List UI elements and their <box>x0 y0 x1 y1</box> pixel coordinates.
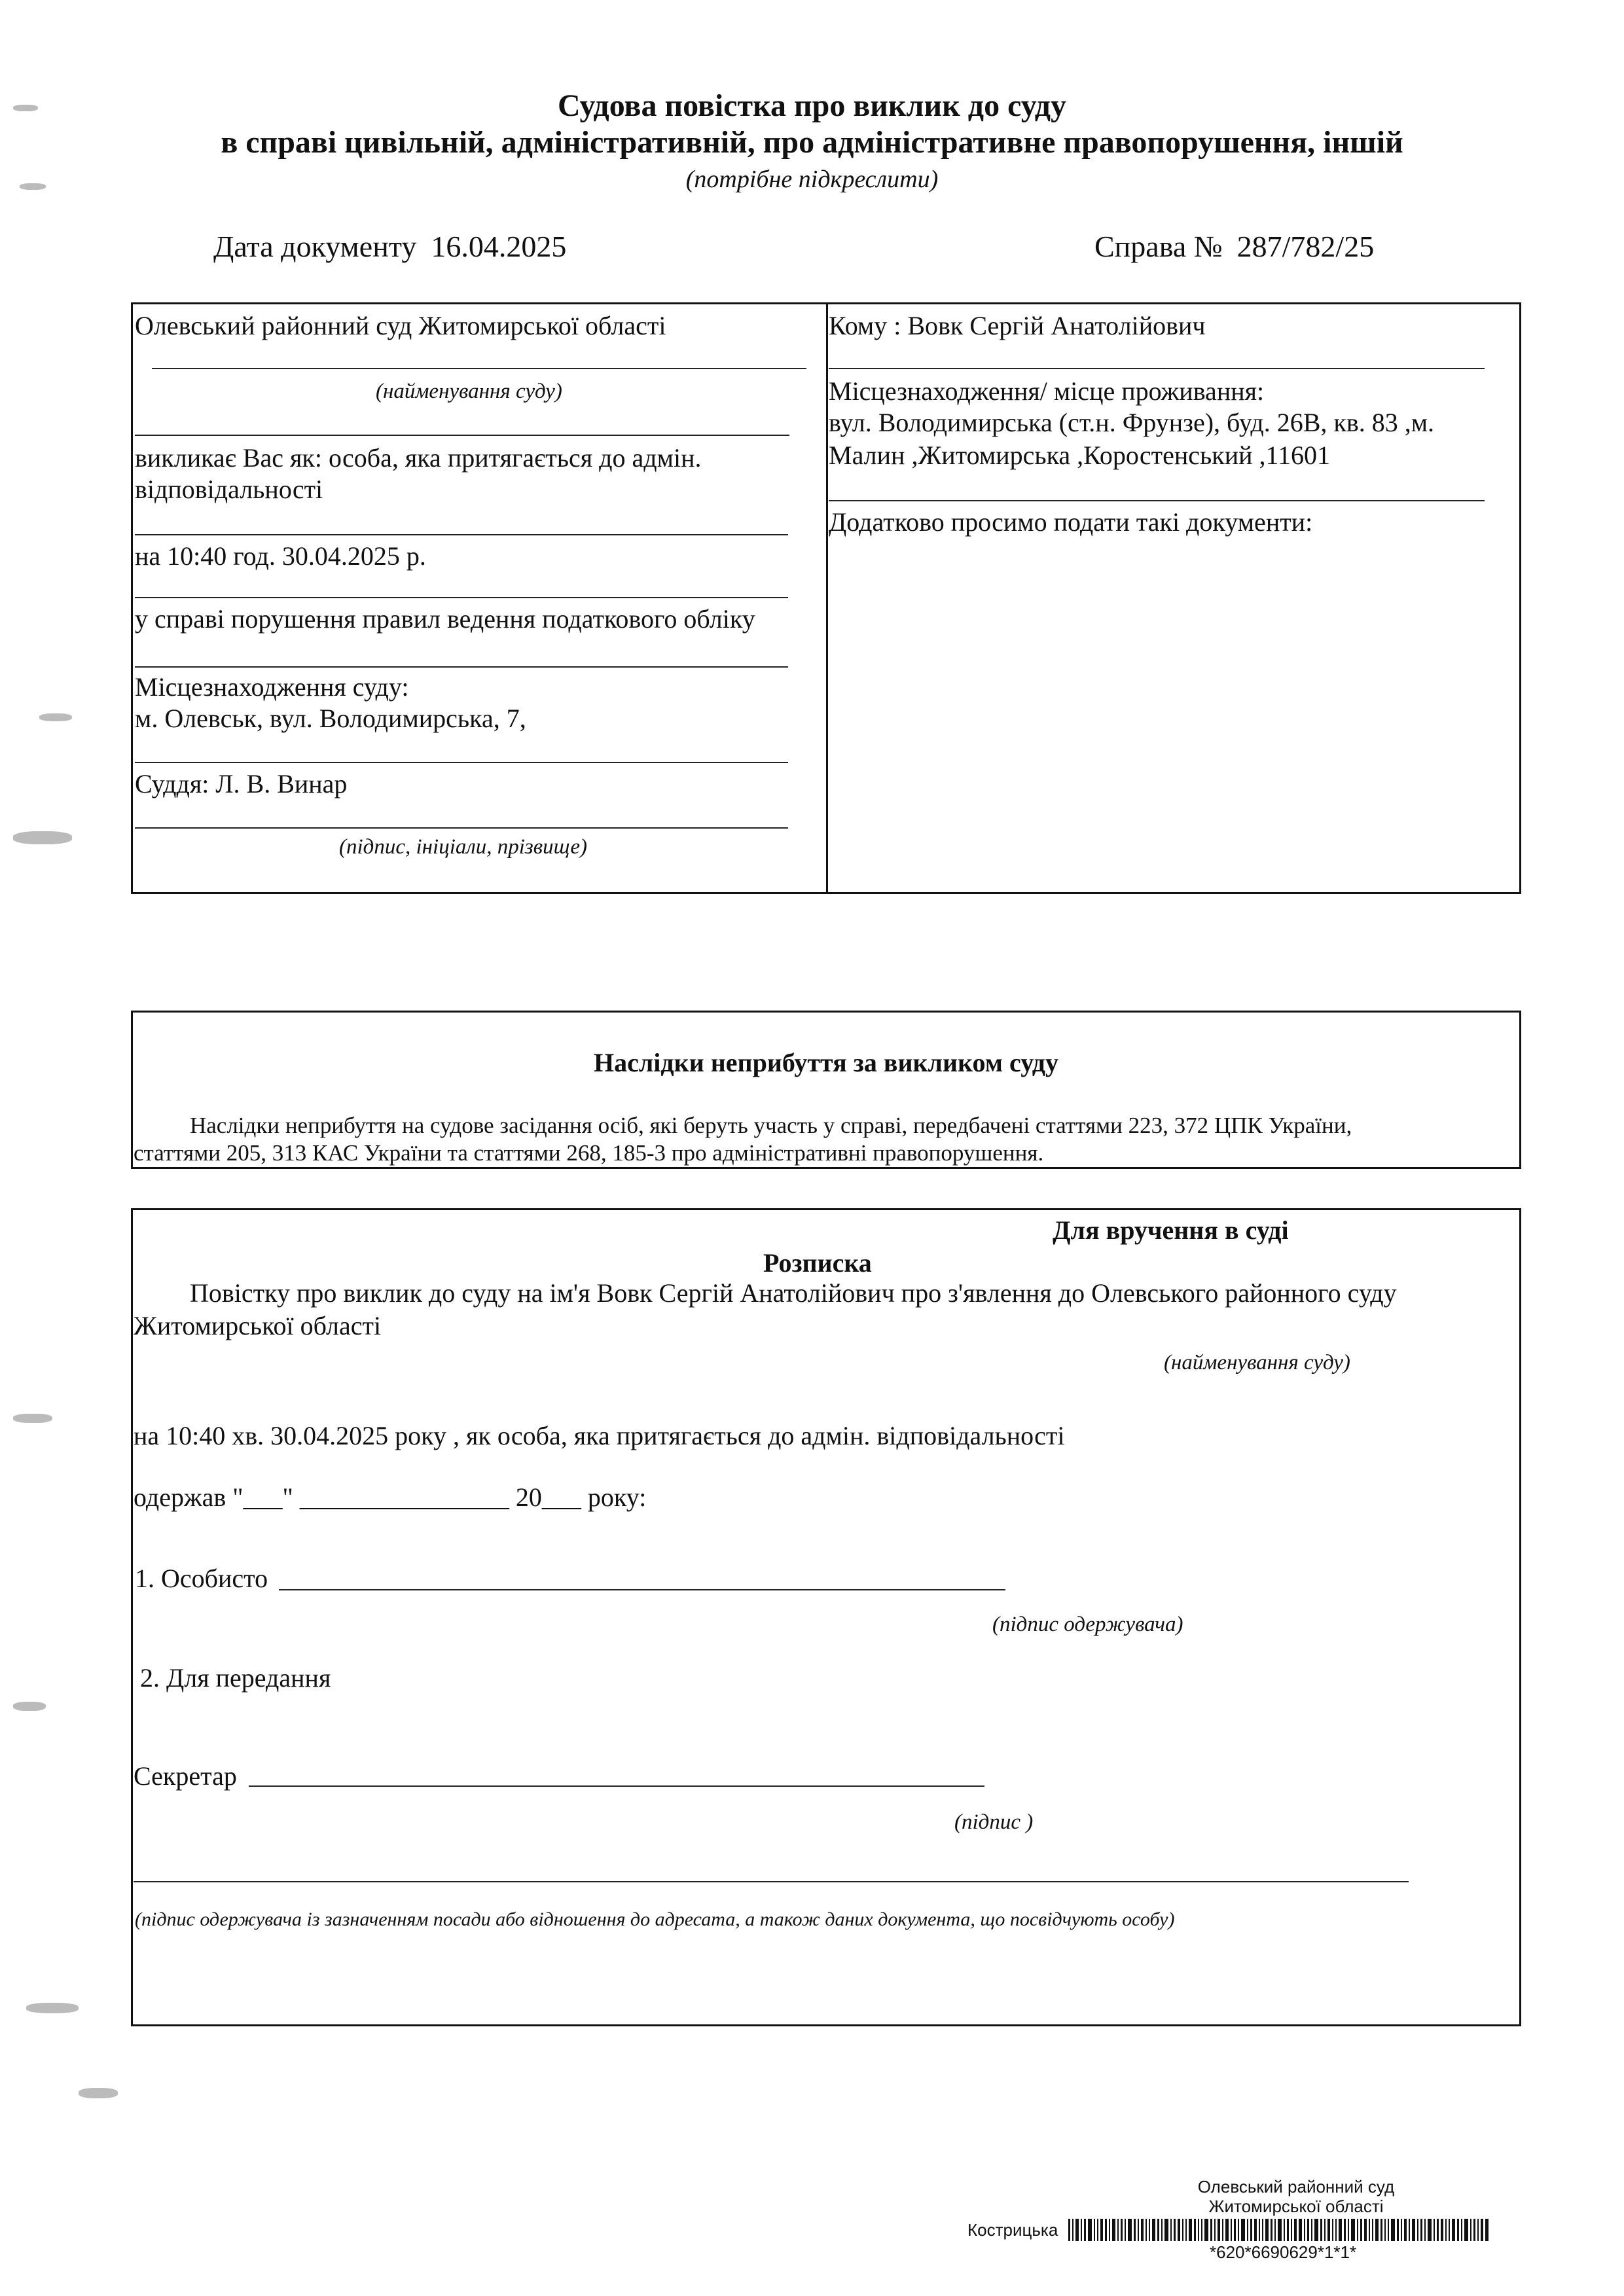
secretary-label: Секретар <box>134 1761 237 1791</box>
barcode-bar <box>1391 2219 1395 2241</box>
barcode-bar <box>1210 2219 1212 2241</box>
scan-speck <box>26 2003 79 2013</box>
barcode-bar <box>1262 2219 1263 2241</box>
barcode-bar <box>1417 2219 1418 2241</box>
recipient-address-line1: вул. Володимирська (ст.н. Фрунзе), буд. 26В, кв. 83 ,м. <box>829 408 1435 437</box>
receipt-time-line: на 10:40 хв. 30.04.2025 року , як особа, яка притягається до адмін. відповідальності <box>134 1421 1065 1450</box>
barcode-bar <box>1105 2219 1107 2241</box>
barcode-bar <box>1094 2219 1095 2241</box>
barcode-bar <box>1287 2219 1289 2241</box>
receipt-bottom-caption: (підпис одержувача із зазначенням посади або відношення до адресата, а також даних документа, що посвідчують особу) <box>135 1909 1175 1930</box>
barcode-bar <box>1152 2219 1155 2241</box>
barcode-bar <box>1477 2219 1479 2241</box>
barcode-bar <box>1141 2219 1144 2241</box>
barcode-bar <box>1344 2219 1346 2241</box>
barcode-bar <box>1088 2219 1092 2241</box>
barcode-bar <box>1457 2219 1459 2241</box>
barcode-bar <box>1214 2219 1216 2241</box>
rule <box>152 368 806 369</box>
barcode-bar <box>1452 2219 1455 2241</box>
receipt-court-caption: (найменування суду) <box>1164 1351 1350 1374</box>
receipt-text-line1: Повістку про виклик до суду на ім'я Вовк Сергій Анатолійович про з'явлення до Олевського районного суду <box>190 1278 1397 1308</box>
barcode-bar <box>1428 2219 1432 2241</box>
barcode-bar <box>1437 2219 1439 2241</box>
consequences-title: Наслідки неприбуття за викликом суду <box>594 1048 1058 1077</box>
barcode-bar <box>1481 2219 1483 2241</box>
barcode-bar <box>1189 2219 1192 2241</box>
hearing-time: на 10:40 год. 30.04.2025 р. <box>135 541 426 571</box>
barcode-bar <box>1259 2219 1260 2241</box>
barcode-bar <box>1170 2219 1172 2241</box>
barcode-bar <box>1424 2219 1426 2241</box>
barcode-bar <box>1327 2219 1330 2241</box>
barcode-bar <box>1348 2219 1349 2241</box>
barcode-bar <box>1339 2219 1342 2241</box>
barcode-bar <box>1072 2219 1074 2241</box>
barcode-bar <box>1222 2219 1223 2241</box>
summons-divider <box>826 302 828 894</box>
barcode-bar <box>1234 2219 1236 2241</box>
recipient-address-line2: Малин ,Житомирська ,Коростенський ,11601 <box>829 440 1331 470</box>
barcode-bar <box>1146 2219 1147 2241</box>
court-location-label: Місцезнаходження суду: <box>135 672 409 702</box>
barcode-bar <box>1097 2219 1098 2241</box>
barcode-bar <box>1247 2219 1248 2241</box>
transfer-label: 2. Для передання <box>140 1663 331 1693</box>
barcode-bar <box>1397 2219 1399 2241</box>
scan-speck <box>79 2088 118 2098</box>
barcode-bar <box>1372 2219 1373 2241</box>
document-date-label: Дата документу <box>213 230 417 263</box>
barcode-bar <box>1149 2219 1150 2241</box>
underline-note: (потрібне підкреслити) <box>685 166 939 193</box>
for-court-label: Для вручення в суді <box>1053 1215 1289 1245</box>
footer-court-name: Олевський районний суд <box>1197 2177 1395 2197</box>
barcode-bar <box>1241 2219 1245 2241</box>
recipient-address-label: Місцезнаходження/ місце проживання: <box>829 376 1265 406</box>
judge-name: Суддя: Л. В. Винар <box>135 769 348 798</box>
consequences-text-line2: статтями 205, 313 КАС України та статтями 268, 185-3 про адміністративні правопорушення. <box>134 1140 1044 1166</box>
scan-speck <box>13 1414 52 1423</box>
receipt-title: Розписка <box>763 1248 872 1278</box>
barcode-bar <box>1364 2219 1367 2241</box>
barcode-bar <box>1412 2219 1415 2241</box>
personally-caption: (підпис одержувача) <box>992 1613 1183 1636</box>
barcode-bar <box>1182 2219 1183 2241</box>
summons-role-continued: відповідальності <box>135 475 323 504</box>
barcode-bar <box>1369 2219 1370 2241</box>
barcode-bar <box>1254 2219 1257 2241</box>
judge-signature-caption: (підпис, ініціали, прізвище) <box>339 835 588 859</box>
recipient: Кому : Вовк Сергій Анатолійович <box>829 311 1206 340</box>
barcode-bar <box>1109 2219 1110 2241</box>
barcode-bar <box>1198 2219 1199 2241</box>
case-subject: у справі порушення правил ведення податкового обліку <box>135 604 755 634</box>
barcode-bar <box>1335 2219 1337 2241</box>
receipt-text-line2: Житомирської області <box>134 1311 382 1340</box>
rule <box>135 534 788 535</box>
barcode-bar <box>1274 2219 1276 2241</box>
barcode-bar <box>1084 2219 1086 2241</box>
barcode-bar <box>1441 2219 1443 2241</box>
barcode-bar <box>1434 2219 1435 2241</box>
barcode-bar <box>1271 2219 1272 2241</box>
rule <box>829 368 1485 369</box>
barcode-bar <box>1112 2219 1115 2241</box>
barcode-bar <box>1314 2219 1318 2241</box>
barcode-bar <box>1360 2219 1362 2241</box>
footer-court-region: Житомирської області <box>1208 2197 1384 2216</box>
barcode-bar <box>1357 2219 1358 2241</box>
barcode-bar <box>1138 2219 1139 2241</box>
barcode-bar <box>1320 2219 1322 2241</box>
barcode-bar <box>1117 2219 1119 2241</box>
barcode-bar <box>1449 2219 1450 2241</box>
barcode-bar <box>1075 2219 1079 2241</box>
rule <box>135 827 788 829</box>
barcode-bar <box>1380 2219 1382 2241</box>
additional-documents-label: Додатково просимо подати такі документи: <box>829 507 1313 537</box>
personally-label: 1. Особисто <box>135 1564 268 1593</box>
rule <box>829 500 1485 501</box>
scan-speck <box>13 831 72 844</box>
barcode-bar <box>1470 2219 1471 2241</box>
barcode-bar <box>1445 2219 1447 2241</box>
barcode-bar <box>1201 2219 1202 2241</box>
barcode-bar <box>1238 2219 1239 2241</box>
barcode-bar <box>1461 2219 1462 2241</box>
rule <box>135 666 788 668</box>
barcode-bar <box>1404 2219 1407 2241</box>
barcode-bar <box>1121 2219 1123 2241</box>
barcode-bar <box>1128 2219 1132 2241</box>
barcode-bar <box>1351 2219 1355 2241</box>
barcode-bar <box>1375 2219 1379 2241</box>
case-number-label: Справа № <box>1094 230 1223 263</box>
barcode-bar <box>1194 2219 1196 2241</box>
barcode-bar <box>1332 2219 1333 2241</box>
court-name: Олевський районний суд Житомирської області <box>135 311 666 340</box>
court-location-value: м. Олевськ, вул. Володимирська, 7, <box>135 704 526 733</box>
barcode-bar <box>1218 2219 1220 2241</box>
barcode-bar <box>1324 2219 1326 2241</box>
case-number-value: 287/782/25 <box>1236 230 1375 263</box>
scan-speck <box>39 713 72 721</box>
barcode-bar <box>1068 2219 1070 2241</box>
barcode-bar <box>1174 2219 1176 2241</box>
barcode-bar <box>1284 2219 1285 2241</box>
document-subtitle: в справі цивільній, адміністративній, про адміністративне правопорушення, іншій <box>221 125 1403 160</box>
receipt-bottom-rule <box>134 1881 1409 1882</box>
barcode-bar <box>1204 2219 1208 2241</box>
scan-speck <box>13 1702 46 1711</box>
rule <box>135 435 789 436</box>
barcode-bar <box>1265 2219 1269 2241</box>
document-date <box>213 229 566 264</box>
secretary-signature-line <box>249 1785 984 1787</box>
rule <box>135 762 788 763</box>
barcode <box>1068 2219 1526 2241</box>
barcode-bar <box>1225 2219 1229 2241</box>
barcode-bar <box>1157 2219 1159 2241</box>
barcode-bar <box>1384 2219 1386 2241</box>
rule <box>135 597 788 598</box>
barcode-bar <box>1388 2219 1389 2241</box>
barcode-bar <box>1100 2219 1103 2241</box>
barcode-bar <box>1294 2219 1297 2241</box>
barcode-bar <box>1473 2219 1475 2241</box>
clerk-name: Кострицька <box>967 2220 1058 2240</box>
barcode-bar <box>1164 2219 1168 2241</box>
barcode-bar <box>1307 2219 1309 2241</box>
barcode-bar <box>1185 2219 1187 2241</box>
barcode-bar <box>1304 2219 1305 2241</box>
received-date-line: одержав "___" ________________ 20___ року: <box>134 1482 647 1512</box>
barcode-bar <box>1409 2219 1410 2241</box>
barcode-bar <box>1420 2219 1422 2241</box>
barcode-bar <box>1231 2219 1232 2241</box>
barcode-bar <box>1485 2219 1489 2241</box>
case-number <box>1094 229 1374 264</box>
barcode-bar <box>1081 2219 1082 2241</box>
barcode-bar <box>1125 2219 1126 2241</box>
barcode-bar <box>1291 2219 1292 2241</box>
barcode-bar <box>1161 2219 1163 2241</box>
barcode-text: *620*6690629*1*1* <box>1210 2242 1357 2262</box>
barcode-bar <box>1278 2219 1282 2241</box>
barcode-bar <box>1311 2219 1312 2241</box>
barcode-bar <box>1401 2219 1402 2241</box>
barcode-bar <box>1178 2219 1180 2241</box>
secretary-caption: (підпис ) <box>954 1810 1034 1834</box>
document-title: Судова повістка про виклик до суду <box>557 88 1067 123</box>
document-date-value: 16.04.2025 <box>431 230 567 263</box>
barcode-bar <box>1250 2219 1252 2241</box>
court-name-caption: (найменування суду) <box>376 380 562 403</box>
personal-signature-line <box>279 1589 1005 1590</box>
barcode-bar <box>1464 2219 1468 2241</box>
barcode-bar <box>1299 2219 1302 2241</box>
summons-role: викликає Вас як: особа, яка притягається до адмін. <box>135 443 702 473</box>
consequences-text-line1: Наслідки неприбуття на судове засідання осіб, які беруть участь у справі, передбачені статтями 223, 372 ЦПК України, <box>190 1113 1352 1138</box>
barcode-bar <box>1134 2219 1136 2241</box>
